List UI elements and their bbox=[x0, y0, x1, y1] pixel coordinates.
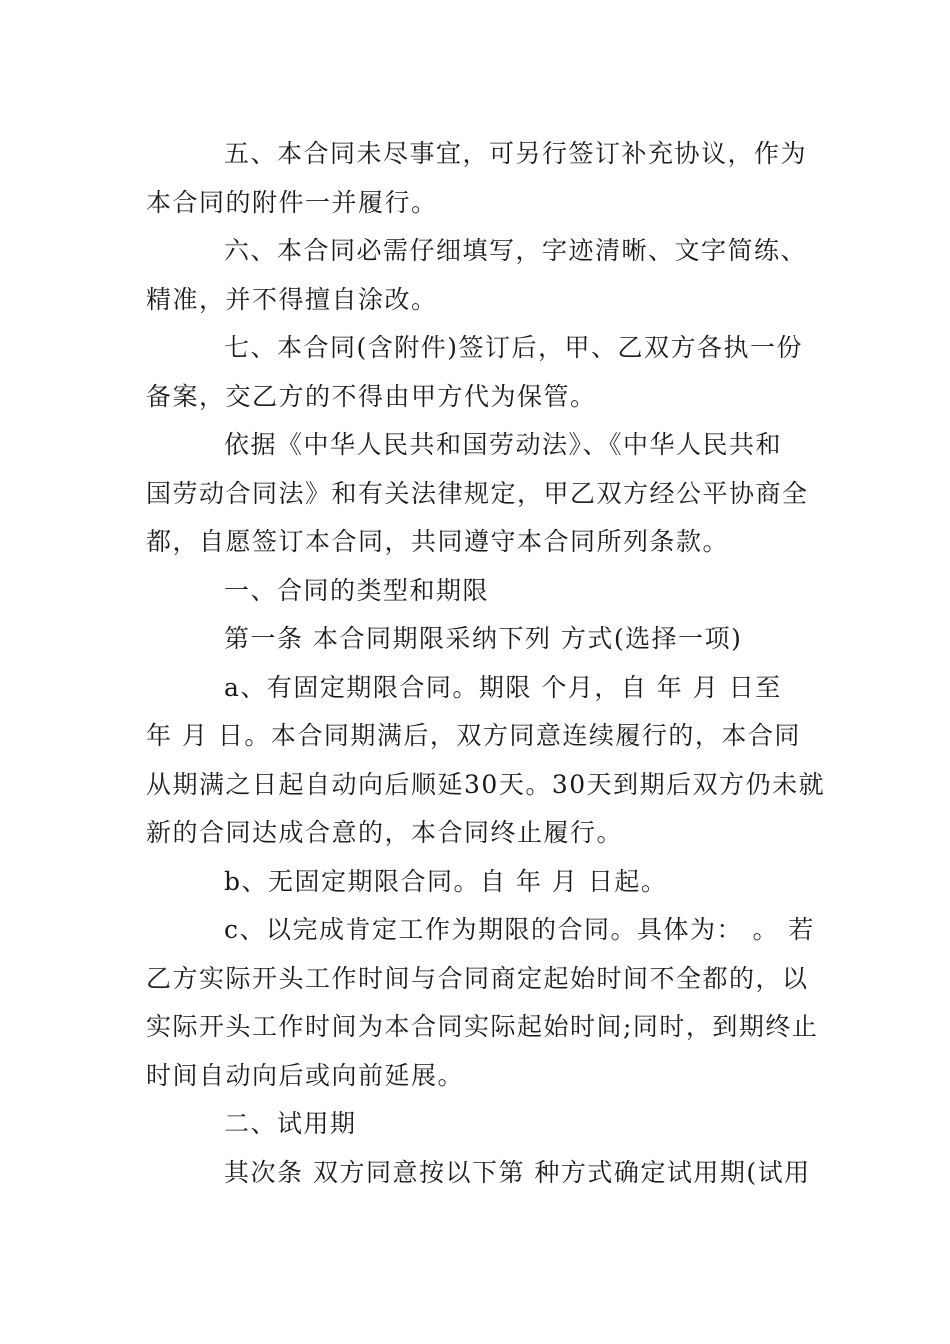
text-line: 精准，并不得擅自涂改。 bbox=[146, 284, 438, 314]
text-line: 年 月 日。本合同期满后，双方同意连续履行的，本合同 bbox=[146, 721, 801, 750]
text-line: 本合同的附件一并履行。 bbox=[146, 187, 438, 217]
section-heading: 一、合同的类型和期限 bbox=[224, 575, 490, 605]
text-line: b、无固定期限合同。自 年 月 日起。 bbox=[224, 866, 668, 896]
text-line: 六、本合同必需仔细填写，字迹清晰、文字简练、 bbox=[224, 236, 808, 265]
text-line: c、以完成肯定工作为期限的合同。具体为： 。 若 bbox=[224, 915, 815, 944]
text-line: a、有固定期限合同。期限 个月，自 年 月 日至 bbox=[224, 672, 782, 702]
text-line: 乙方实际开头工作时间与合同商定起始时间不全都的，以 bbox=[146, 963, 809, 993]
text-line: 实际开头工作时间为本合同实际起始时间;同时，到期终止 bbox=[146, 1012, 819, 1041]
contract-body bbox=[146, 130, 826, 1197]
text-line: 从期满之日起自动向后顺延30天。30天到期后双方仍未就 bbox=[146, 769, 826, 799]
section-heading: 二、试用期 bbox=[224, 1109, 357, 1138]
text-line: 都，自愿签订本合同，共同遵守本合同所列条款。 bbox=[146, 527, 730, 556]
text-line: 新的合同达成合意的，本合同终止履行。 bbox=[146, 818, 624, 847]
text-line: 依据《中华人民共和国劳动法》、《中华人民共和 bbox=[224, 430, 783, 459]
text-line: 国劳动合同法》和有关法律规定，甲乙双方经公平协商全 bbox=[146, 478, 809, 508]
article-line: 其次条 双方同意按以下第 种方式确定试用期(试用 bbox=[224, 1157, 811, 1187]
text-line: 备案，交乙方的不得由甲方代为保管。 bbox=[146, 381, 597, 411]
text-line: 七、本合同(含附件)签订后，甲、乙双方各执一份 bbox=[224, 333, 804, 362]
article-line: 第一条 本合同期限采纳下列 方式(选择一项) bbox=[224, 624, 743, 653]
text-line: 时间自动向后或向前延展。 bbox=[146, 1060, 465, 1090]
text-line: 五、本合同未尽事宜，可另行签订补充协议，作为 bbox=[224, 139, 808, 168]
